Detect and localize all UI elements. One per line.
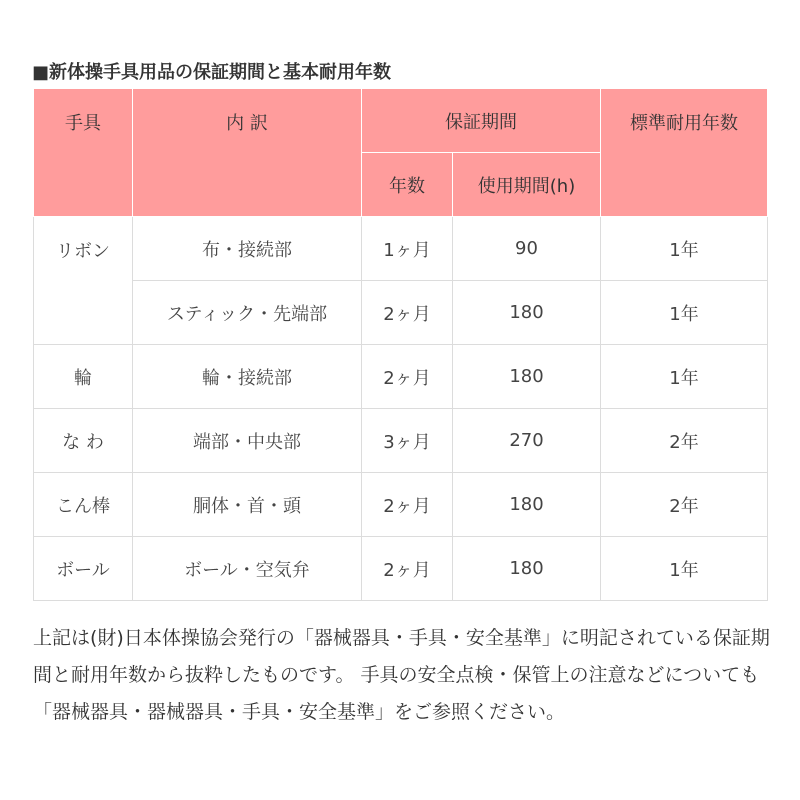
cell-lifespan: 2年 (601, 409, 768, 473)
table-row (34, 281, 768, 345)
cell-hours: 180 (453, 537, 601, 601)
cell-hours: 270 (453, 409, 601, 473)
cell-lifespan: 1年 (601, 217, 768, 281)
cell-tool: 輪 (34, 345, 133, 409)
table-row (34, 409, 768, 473)
header-warranty: 保証期間 (362, 89, 601, 153)
cell-detail: ボール・空気弁 (133, 537, 362, 601)
header-tool: 手具 (34, 89, 133, 217)
cell-detail: スティック・先端部 (133, 281, 362, 345)
cell-detail: 布・接続部 (133, 217, 362, 281)
cell-years: 2ヶ月 (362, 281, 453, 345)
cell-tool: こん棒 (34, 473, 133, 537)
header-detail: 内 訳 (133, 89, 362, 217)
page-title: ■新体操手具用品の保証期間と基本耐用年数 (32, 62, 392, 83)
warranty-table (33, 88, 768, 601)
header-years: 年数 (362, 153, 453, 217)
table-row (34, 345, 768, 409)
cell-years: 2ヶ月 (362, 473, 453, 537)
cell-tool: ボール (34, 537, 133, 601)
cell-lifespan: 1年 (601, 345, 768, 409)
cell-years: 2ヶ月 (362, 345, 453, 409)
cell-years: 1ヶ月 (362, 217, 453, 281)
cell-tool: リボン (34, 217, 133, 345)
cell-hours: 180 (453, 281, 601, 345)
cell-years: 2ヶ月 (362, 537, 453, 601)
cell-hours: 180 (453, 345, 601, 409)
cell-lifespan: 2年 (601, 473, 768, 537)
cell-hours: 90 (453, 217, 601, 281)
cell-detail: 輪・接続部 (133, 345, 362, 409)
cell-lifespan: 1年 (601, 281, 768, 345)
table-row (34, 537, 768, 601)
cell-detail: 胴体・首・頭 (133, 473, 362, 537)
cell-tool: な わ (34, 409, 133, 473)
cell-lifespan: 1年 (601, 537, 768, 601)
header-hours: 使用期間(h) (453, 153, 601, 217)
cell-years: 3ヶ月 (362, 409, 453, 473)
cell-hours: 180 (453, 473, 601, 537)
header-lifespan: 標準耐用年数 (601, 89, 768, 217)
table-header-row (34, 89, 768, 153)
table-row (34, 217, 768, 281)
cell-detail: 端部・中央部 (133, 409, 362, 473)
footnote-text: 上記は(財)日本体操協会発行の「器械器具・手具・安全基準」に明記されている保証期間と耐用年数から抜粋したものです。 手具の安全点検・保管上の注意などについても「器械器具・器械器具・手具・安全基準」をご参照ください。 (33, 627, 770, 723)
table-row (34, 473, 768, 537)
